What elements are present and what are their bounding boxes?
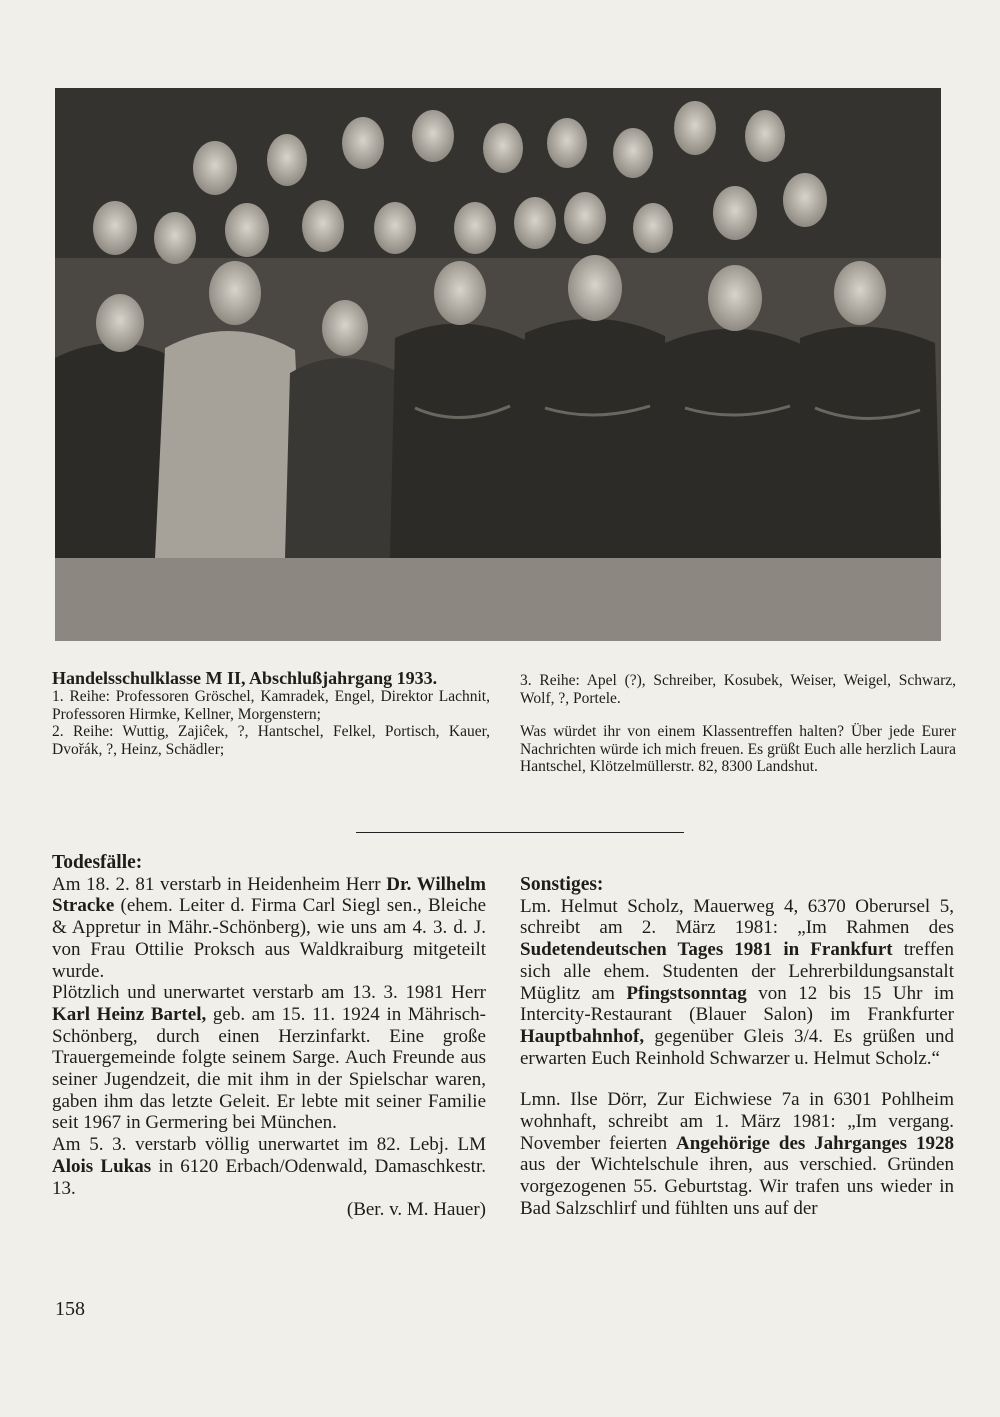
obituaries-column (52, 852, 486, 1221)
obituary-3 (52, 1134, 486, 1199)
obituary-2-rest: geb. am 15. 11. 1924 in Mährisch-Schönberg, durch einen Herzinfarkt. Eine große Trauergemeinde folgte seinem Sarge. Auch Freunde aus seiner Jugendzeit, die mit ihm in der Spielschar waren, gaben ihm das letzte Geleit. Er lebte mit seiner Familie seit 1967 in Germering bei München. (52, 1003, 486, 1134)
obituary-2 (52, 982, 486, 1134)
obituary-3-name: Alois Lukas (52, 1155, 152, 1177)
misc-item-1 (520, 896, 954, 1070)
class-photo (55, 88, 941, 641)
misc-item-1-text-2: treffen sich alle ehem. Studenten der Lehrerbildungsanstalt Müglitz am (520, 939, 954, 1004)
obituary-3-text: Am 5. 3. verstarb völlig unerwartet im 82. Lebj. LM (52, 1134, 486, 1156)
caption-note: Was würdet ihr von einem Klassentreffen halten? Über jede Eurer Nachrichten würde ich mich freuen. Es grüßt Euch alle herzlich Laura Hantschel, Klötzelmüllerstr. 82, 8300 Landshut. (520, 723, 956, 775)
misc-item-1-place: Hauptbahnhof, (520, 1025, 645, 1047)
photo-caption-continued (520, 672, 956, 776)
obituary-2-text: Plötzlich und unerwartet verstarb am 13. 3. 1981 Herr (52, 982, 486, 1004)
group-photo-image (55, 88, 941, 641)
misc-item-2-group: Angehörige des Jahrganges 1928 (676, 1132, 954, 1154)
caption-row-2: 2. Reihe: Wuttig, Zajiĉek, ?, Hantschel, Felkel, Portisch, Kauer, Dvořák, ?, Heinz, Schädler; (52, 723, 490, 758)
obituaries-heading: Todesfälle: (52, 852, 143, 873)
obituary-3-rest: in 6120 Erbach/Odenwald, Damaschkestr. 13. (52, 1155, 486, 1199)
misc-item-2-rest: aus der Wichtelschule ihren, aus verschied. Gründen vorgezogenen 55. Geburtstag. Wir trafen uns wieder in Bad Salzschlirf und fühlten uns auf der (520, 1154, 954, 1219)
misc-item-1-text: Lm. Helmut Scholz, Mauerweg 4, 6370 Oberursel 5, schreibt am 2. März 1981: „Im Rahmen des (520, 895, 954, 939)
misc-column (520, 874, 954, 1220)
obituary-1-rest: (ehem. Leiter d. Firma Carl Siegl sen., Bleiche & Appretur in Mähr.-Schönberg), wie uns am 4. 3. d. J. von Frau Ottilie Proksch aus Waldkraiburg mitgeteilt wurde. (52, 895, 486, 982)
obituary-signature: (Ber. v. M. Hauer) (346, 1199, 486, 1221)
obituary-1 (52, 874, 486, 983)
misc-item-2-text: Lmn. Ilse Dörr, Zur Eichwiese 7a in 6301 Pohlheim wohnhaft, schreibt am 1. März 1981: „Im vergang. November feierten (520, 1089, 954, 1154)
obituary-1-name: Dr. Wilhelm Stracke (52, 873, 487, 917)
misc-item-1-date: Pfingstsonntag (626, 982, 747, 1004)
caption-title: Handelsschulklasse M II, Abschlußjahrgang 1933. (52, 668, 438, 688)
section-divider (356, 832, 684, 833)
obituary-2-name: Karl Heinz Bartel, (52, 1003, 207, 1025)
obituary-1-text: Am 18. 2. 81 verstarb in Heidenheim Herr (52, 873, 387, 895)
photo-caption (52, 668, 490, 758)
caption-row-1: 1. Reihe: Professoren Gröschel, Kamradek, Engel, Direktor Lachnit, Professoren Hirmke, Kellner, Morgenstern; (52, 688, 490, 723)
misc-heading: Sonstiges: (520, 874, 604, 895)
misc-item-1-text-3: von 12 bis 15 Uhr im Intercity-Restaurant (Blauer Salon) im Frankfurter (520, 982, 954, 1026)
caption-row-3: 3. Reihe: Apel (?), Schreiber, Kosubek, Weiser, Weigel, Schwarz, Wolf, ?, Portele. (520, 672, 956, 707)
misc-item-1-text-4: gegenüber Gleis 3/4. Es grüßen und erwarten Euch Reinhold Schwarzer u. Helmut Scholz.“ (520, 1025, 954, 1069)
page-number: 158 (55, 1298, 85, 1320)
misc-item-2 (520, 1089, 954, 1219)
misc-item-1-event: Sudetendeutschen Tages 1981 in Frankfurt (520, 939, 893, 961)
